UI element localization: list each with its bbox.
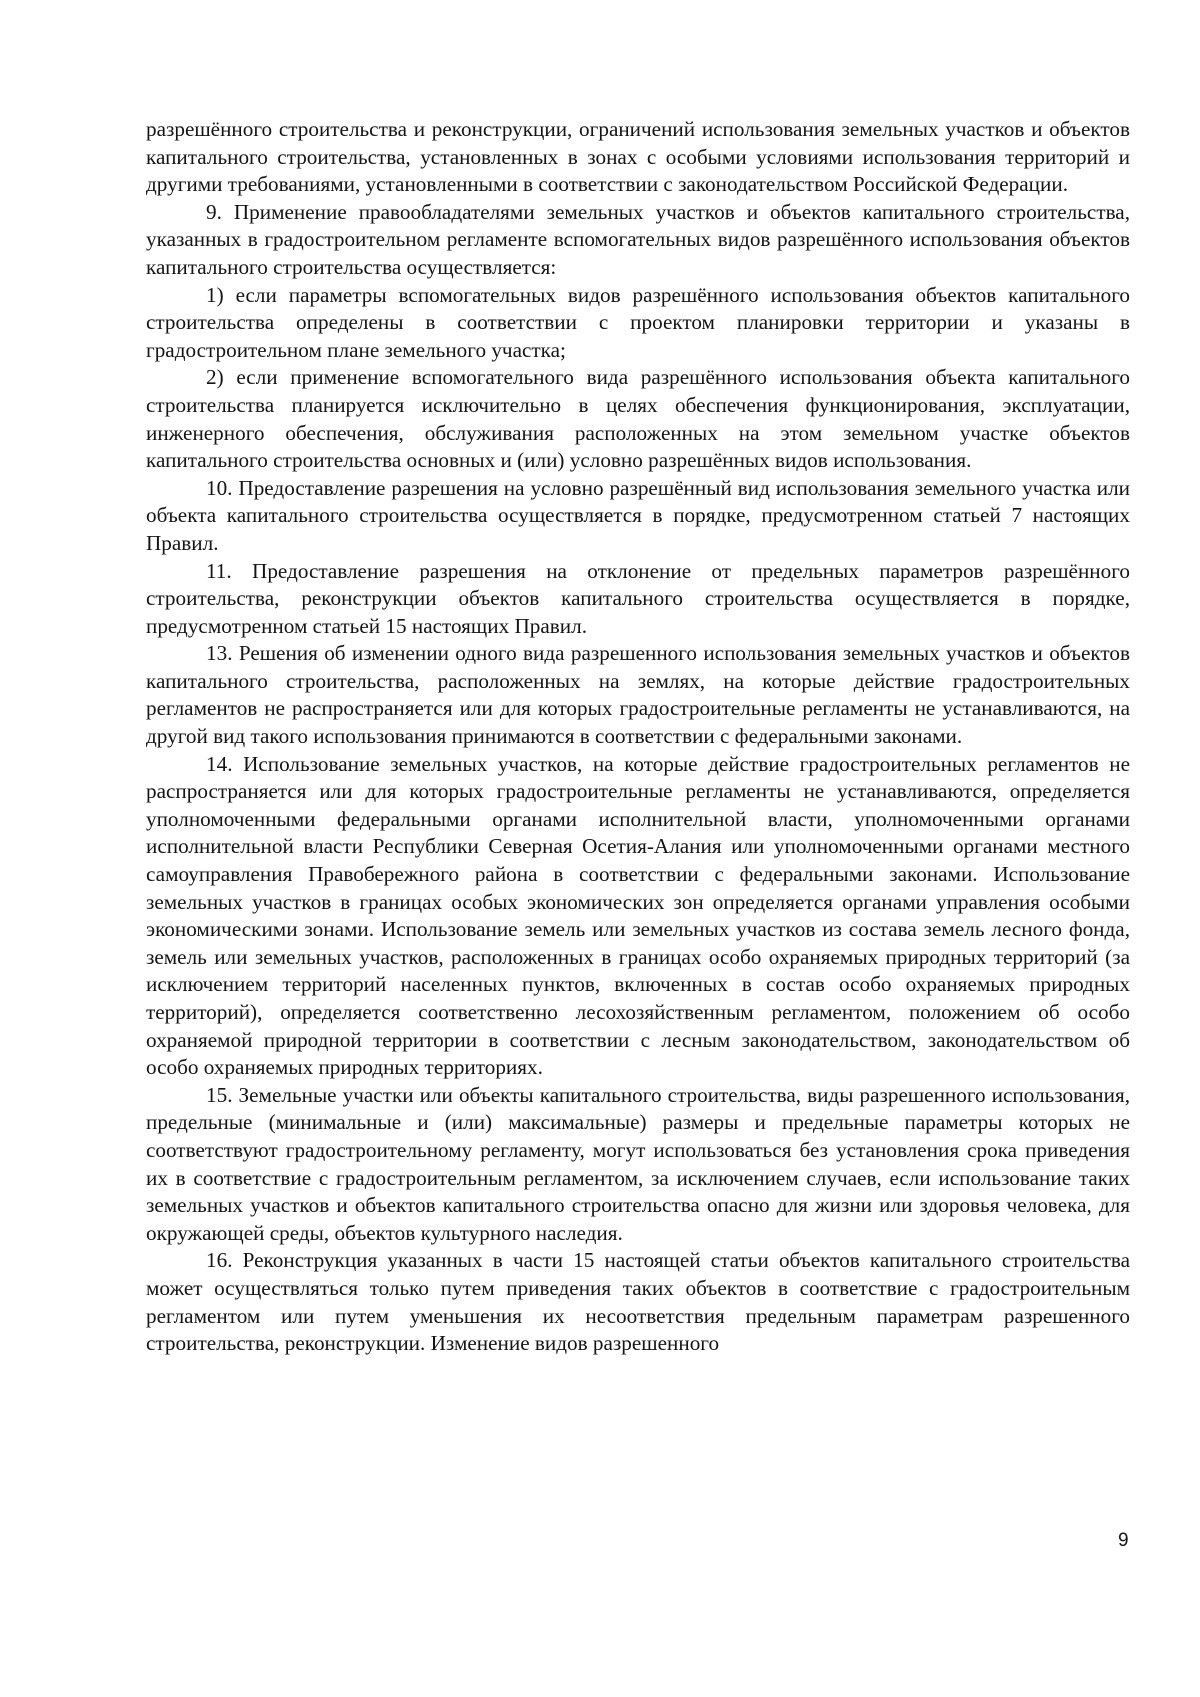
paragraph-9-item-1: 1) если параметры вспомогательных видов разрешённого использования объектов капитального строительства определены в соответствии с проектом планировки территории и указаны в градостроительном плане земельного участка; — [146, 282, 1130, 362]
page-number: 9 — [1118, 1530, 1129, 1551]
paragraph-intro: разрешённого строительства и реконструкции, ограничений использования земельных участков и объектов капитального строительства, установленных в зонах с особыми условиями использования территорий и другими требованиями, установленными в соответствии с законодательством Российской Федерации. — [146, 117, 1130, 197]
paragraph-13: 13. Решения об изменении одного вида разрешенного использования земельных участков и объектов капитального строительства, расположенных на землях, на которые действие градостроительных регламентов не распространяется или для которых градостроительные регламенты не устанавливаются, на другой вид такого использования принимаются в соответствии с федеральными законами. — [146, 641, 1130, 749]
paragraph-10: 10. Предоставление разрешения на условно разрешённый вид использования земельного участка или объекта капитального строительства осуществляется в порядке, предусмотренном статьей 7 настоящих Правил. — [146, 475, 1130, 555]
paragraph-9-item-2: 2) если применение вспомогательного вида разрешённого использования объекта капитального строительства планируется исключительно в целях обеспечения функционирования, эксплуатации, инженерного обеспечения, обслуживания расположенных на этом земельном участке объектов капитального строительства основных и (или) условно разрешённых видов использования. — [146, 365, 1130, 473]
paragraph-15: 15. Земельные участки или объекты капитального строительства, виды разрешенного использования, предельные (минимальные и (или) максимальные) размеры и предельные параметры которых не соответствуют градостроительному регламенту, могут использоваться без установления срока приведения их в соответствие с градостроительным регламентом, за исключением случаев, если использование таких земельных участков и объектов капитального строительства опасно для жизни или здоровья человека, для окружающей среды, объектов культурного наследия. — [146, 1082, 1130, 1245]
paragraph-11: 11. Предоставление разрешения на отклонение от предельных параметров разрешённого строительства, реконструкции объектов капитального строительства осуществляется в порядке, предусмотренном статьей 15 настоящих Правил. — [146, 558, 1130, 638]
paragraph-9: 9. Применение правообладателями земельных участков и объектов капитального строительства, указанных в градостроительном регламенте вспомогательных видов разрешённого использования объектов капитального строительства осуществляется: — [146, 199, 1130, 279]
document-body — [146, 116, 1130, 1358]
paragraph-16: 16. Реконструкция указанных в части 15 настоящей статьи объектов капитального строительства может осуществляться только путем приведения таких объектов в соответствие с градостроительным регламентом или путем уменьшения их несоответствия предельным параметрам разрешенного строительства, реконструкции. Изменение видов разрешенного — [146, 1248, 1130, 1356]
paragraph-14: 14. Использование земельных участков, на которые действие градостроительных регламентов не распространяется или для которых градостроительные регламенты не устанавливаются, определяется уполномоченными федеральными органами исполнительной власти, уполномоченными органами исполнительной власти Республики Северная Осетия-Алания или уполномоченными органами местного самоуправления Правобережного района в соответствии с федеральными законами. Использование земельных участков в границах особых экономических зон определяется органами управления особыми экономическими зонами. Использование земель или земельных участков из состава земель лесного фонда, земель или земельных участков, расположенных в границах особо охраняемых природных территорий (за исключением территорий населенных пунктов, включенных в состав особо охраняемых природных территорий), определяется соответственно лесохозяйственным регламентом, положением об особо охраняемой природной территории в соответствии с лесным законодательством, законодательством об особо охраняемых природных территориях. — [146, 751, 1130, 1080]
